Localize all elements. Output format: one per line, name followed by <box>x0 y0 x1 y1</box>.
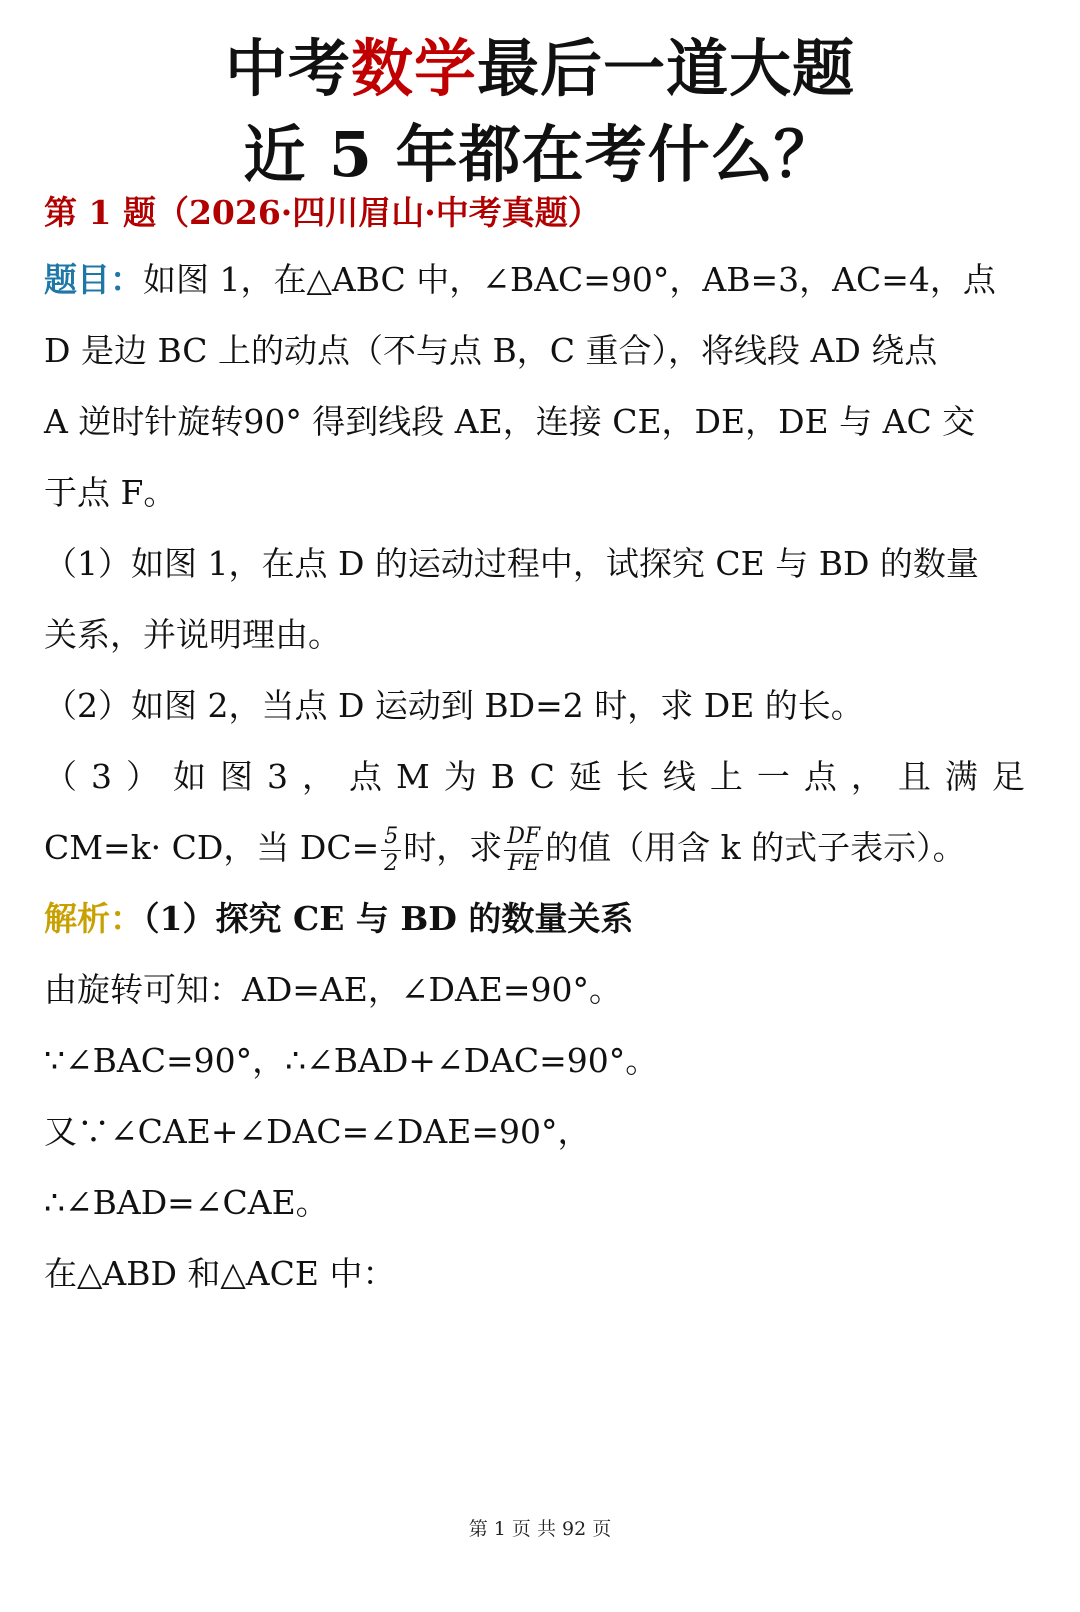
part3-text-mid: 时，求 <box>403 828 503 867</box>
problem-line-1 <box>44 244 1036 315</box>
page-footer: 第 1 页 共 92 页 <box>468 1518 612 1540</box>
analysis-label: 解析： <box>44 899 143 938</box>
part3-text-post: 的值（用含 k 的式子表示）。 <box>545 828 966 867</box>
title-suffix: 最后一道大题 <box>477 32 856 105</box>
part3-line-2 <box>44 812 1036 883</box>
analysis-line-3: 又∵∠CAE+∠DAC=∠DAE=90°， <box>44 1112 591 1151</box>
problem-line-3: A 逆时针旋转90° 得到线段 AE，连接 CE，DE，DE 与 AC 交 <box>44 402 976 441</box>
part1-line-1: （1）如图 1，在点 D 的运动过程中，试探究 CE 与 BD 的数量 <box>44 544 979 583</box>
fraction-numerator: 5 <box>381 826 401 851</box>
fraction-denominator: FE <box>508 850 540 876</box>
analysis-heading-line <box>44 883 1036 954</box>
analysis-line-1: 由旋转可知：AD=AE，∠DAE=90°。 <box>44 970 623 1009</box>
analysis-line-2: ∵∠BAC=90°，∴∠BAD+∠DAC=90°。 <box>44 1041 659 1080</box>
fraction-df-fe <box>504 823 543 876</box>
problem-text-1: 如图 1，在△ABC 中，∠BAC=90°，AB=3，AC=4，点 <box>143 260 996 299</box>
problem-line-4: 于点 F。 <box>44 473 177 512</box>
analysis-line-5: 在△ABD 和△ACE 中： <box>44 1254 396 1293</box>
analysis-line-4: ∴∠BAD=∠CAE。 <box>44 1183 329 1222</box>
part1-line-2: 关系，并说明理由。 <box>44 615 341 654</box>
page-title-line-1 <box>0 32 1080 106</box>
part3-line-1: （3）如图3，点M为BC延长线上一点，且满足 <box>44 757 1039 796</box>
part2-line: （2）如图 2，当点 D 运动到 BD=2 时，求 DE 的长。 <box>44 686 864 725</box>
document-body <box>44 182 1039 1309</box>
fraction-five-halves <box>381 823 401 876</box>
question-header: 第 1 题（2026·四川眉山·中考真题） <box>44 193 601 232</box>
problem-line-2: D 是边 BC 上的动点（不与点 B，C 重合），将线段 AD 绕点 <box>44 331 938 370</box>
problem-label: 题目： <box>44 260 143 299</box>
part3-text-pre: CM=k· CD，当 DC= <box>44 828 380 867</box>
page-title-line-2: 近 5 年都在考什么？ <box>243 118 837 191</box>
title-highlight: 数学 <box>350 32 477 105</box>
title-prefix: 中考 <box>224 32 351 105</box>
fraction-numerator: DF <box>504 826 543 851</box>
fraction-denominator: 2 <box>384 850 399 876</box>
analysis-heading: （1）探究 CE 与 BD 的数量关系 <box>143 899 634 938</box>
